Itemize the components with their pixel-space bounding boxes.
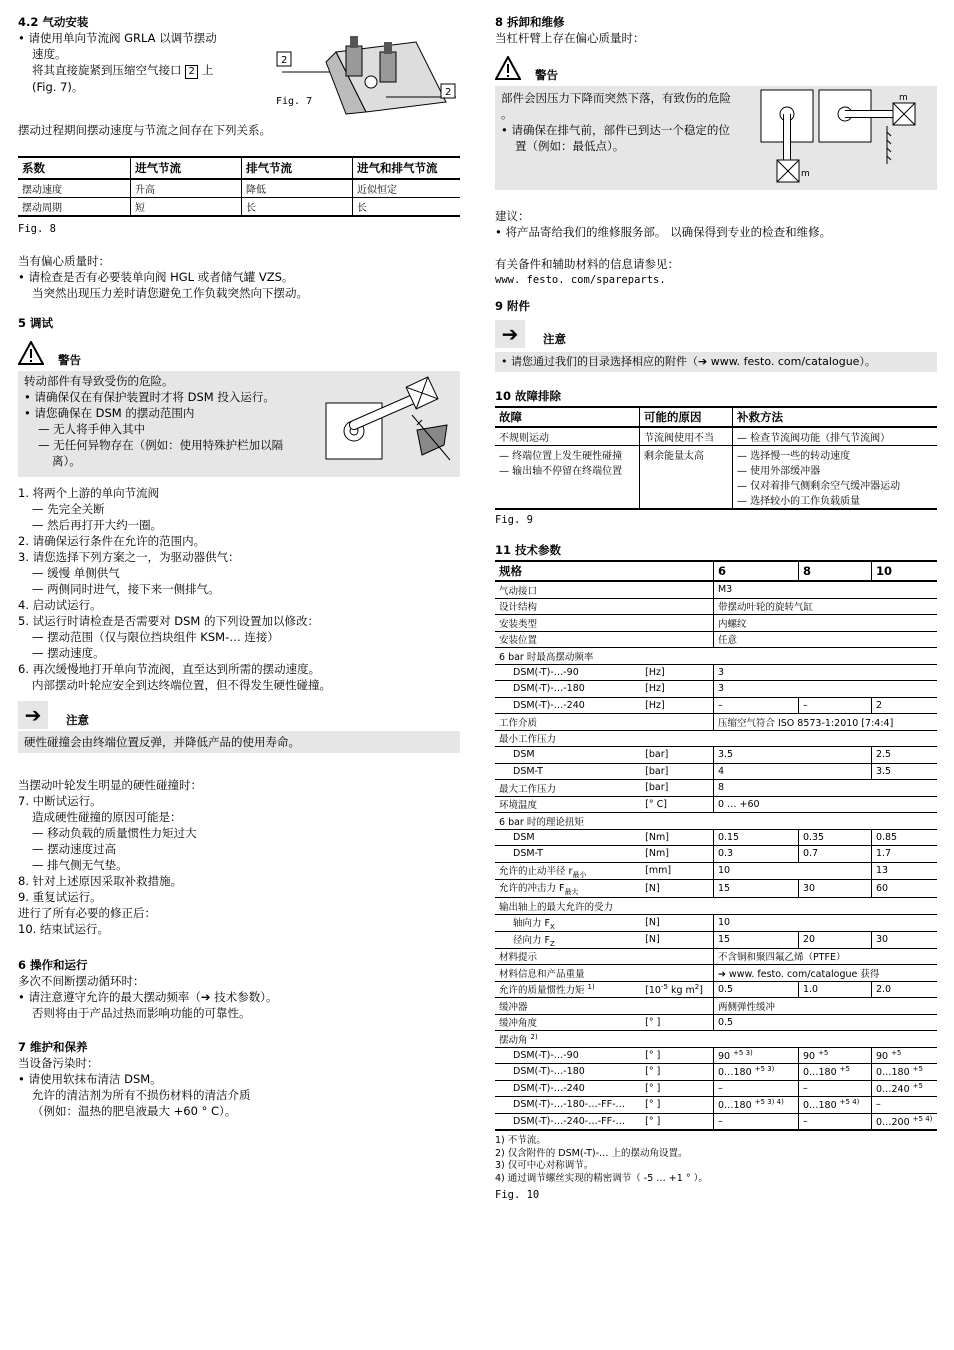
arrow-right-icon: ➔ [18,701,48,729]
footnote: 3) 仅可中心对称调节。 [495,1160,594,1172]
warning-header [18,337,460,371]
table-row: DSM [Nm] 0.15 0.35 0.85 [495,829,937,846]
s7-line: （例如：温热的肥皂液最大 +60 ° C）。 [32,1104,237,1118]
step-item: 内部摆动叶轮应安全到达终端位置，但不得发生硬性碰撞。 [32,678,331,692]
table-cell: 节流阀使用不当 [640,427,733,446]
table-row: 材料提示 不含铜和聚四氟乙烯（PTFE） [495,948,937,965]
warning-box [495,86,937,190]
warning-line: 转动部件有导致受伤的危险。 [24,374,174,388]
hard-hit-line: 8. 针对上述原因采取补救措施。 [18,874,183,888]
bullet-grla-port: 将其直接旋紧到压缩空气接口 2 上 [32,63,214,77]
table-row: DSM(-T)-…-240-…-FF-… [° ] – – 0…200 $^{+5 4)}$ [495,1113,937,1130]
section-4-2-body [18,30,460,110]
footnote: 4) 通过调节螺丝实现的精密调节（ -5 … +1 ° ）。 [495,1172,708,1184]
fig7-ref: (Fig. 7)。 [32,80,84,94]
table-row: 最大工作压力 [bar] 8 [495,780,937,797]
s6-line: 多次不间断摆动循环时： [18,974,145,988]
s6-line: • 请注意遵守允许的最大摆动频率（➔ 技术参数）。 [18,990,278,1004]
port-number-box: 2 [185,65,198,79]
section-4-2-title: 4.2 气动安装 [18,15,89,29]
table-header: 6 [713,561,798,581]
step-item: — 两侧同时进气，接下来一侧排气。 [32,582,220,596]
warning-triangle-icon [18,341,48,368]
figure-7-valve-illustration [276,22,460,118]
table-header: 8 [798,561,871,581]
table-row: DSM(-T)-…-90 [Hz] 3 [495,664,937,681]
hard-hit-line: 10. 结束试运行。 [18,922,109,936]
table-row [495,427,937,446]
svg-text:2: 2 [445,87,452,98]
hard-hit-line: 造成硬性碰撞的原因可能是： [32,810,182,824]
table-header-row [18,157,460,179]
advice-line: • 将产品寄给我们的维修服务部。 以确保得到专业的检查和维修。 [495,225,832,239]
section-9-title: 9 附件 [495,299,531,313]
table-row: 允许的冲击力 $F_{最大}$ [N] 15 30 60 [495,880,937,898]
step-item: — 摆动速度。 [32,646,105,660]
spare-parts-text: 有关备件和辅助材料的信息请参见： [495,257,679,271]
s7-line: 允许的清洁剂为所有不损伤材料的清洁介质 [32,1088,251,1102]
table-row: 允许的止动半径 $r_{最小}$ [mm] 10 13 [495,862,937,880]
note-box [18,731,460,753]
warning-line: 离）。 [52,454,81,468]
throttle-intro: 摆动过程期间摆动速度与节流之间存在下列关系。 [18,123,271,137]
table-header: 规格 [495,561,713,581]
table-cell: 降低 [242,179,353,198]
s8-intro: 当杠杆臂上存在偏心质量时： [495,31,645,45]
table-header: 10 [871,561,937,581]
warning-line: — 无人将手伸入其中 [38,422,146,436]
table-header: 故障 [495,407,640,427]
warning-label: 警告 [58,353,81,367]
table-header-row [495,407,937,427]
warning-line: 置（例如：最低点）。 [515,139,625,153]
footnote: 2) 仅含附件的 DSM(-T)-… 上的摆动角设置。 [495,1147,688,1159]
table-cell: — 选择慢一些的转动速度 — 使用外部缓冲器 — 仅对着排气侧剩余空气缓冲器运动 — 选择较小的工作负载质量 [733,446,938,510]
mass-label-1: m [801,169,810,179]
table-cell: 摆动周期 [18,198,131,217]
note-text: 硬性碰撞会由终端位置反弹，并降低产品的使用寿命。 [24,735,300,749]
table-cell: 短 [131,198,242,217]
mass-label-2: m [899,93,908,103]
table-row [18,179,460,198]
table-row: DSM-T [bar] 4 3.5 [495,763,937,780]
table-row: 6 bar 时最高摆动频率 [495,648,937,665]
s7-line: • 请使用软抹布清洁 DSM。 [18,1072,162,1086]
right-column [495,14,937,1203]
section-5-title: 5 调试 [18,316,54,330]
warning-line: — 无任何异物存在（例如：使用特殊护栏加以隔 [38,438,284,452]
warning-line: 部件会因压力下降而突然下落，有致伤的危险 [501,91,731,105]
table-header: 可能的原因 [640,407,733,427]
table-row: DSM(-T)-…-240 [° ] – – 0…240 $^{+5}$ [495,1080,937,1097]
section-6-title: 6 操作和运行 [18,958,88,972]
table-cell: 剩余能量太高 [640,446,733,510]
step-item: 4. 启动试运行。 [18,598,102,612]
eccentric-bullet: • 请检查是否有必要装单向阀 HGL 或者储气罐 VZS。 [18,270,294,284]
throttle-table [18,156,460,217]
table-header: 补救方法 [733,407,938,427]
table-header: 进气和排气节流 [353,157,461,179]
hard-hit-line: — 移动负载的质量惯性力矩过大 [32,826,197,840]
warning-label: 警告 [535,68,558,82]
table-row: 设计结构 带摆动叶轮的旋转气缸 [495,598,937,615]
table-cell: 长 [242,198,353,217]
table-row: 缓冲角度 [° ] 0.5 [495,1014,937,1031]
hard-hit-line: 进行了所有必要的修正后： [18,906,156,920]
eccentric-title: 当有偏心质量时： [18,254,110,268]
eccentric-bullet-cont: 当突然出现压力差时请您避免工作负载突然向下摆动。 [32,286,308,300]
step-item: 3. 请您选择下列方案之一，为驱动器供气： [18,550,240,564]
table-row: DSM-T [Nm] 0.3 0.7 1.7 [495,846,937,863]
warning-box [18,371,460,477]
note-header [18,701,460,729]
table-cell: 升高 [131,179,242,198]
table-row: 最小工作压力 [495,730,937,747]
fig8-caption: Fig. 8 [18,223,56,235]
table-row: 工作介质 压缩空气符合 ISO 8573-1:2010 [7:4:4] [495,714,937,731]
table-row: DSM [bar] 3.5 2.5 [495,747,937,764]
step-item: — 先完全关断 [32,502,105,516]
hard-hit-line: — 排气侧无气垫。 [32,858,128,872]
warning-line: • 请您确保在 DSM 的摆动范围内 [24,406,195,420]
spare-parts-link[interactable]: www. festo. com/spareparts. [495,274,666,286]
table-cell: 近似恒定 [353,179,461,198]
section-11-title: 11 技术参数 [495,543,562,557]
warning-line: • 请确保仅在有保护装置时才将 DSM 投入运行。 [24,390,275,404]
table-header-row [495,561,937,581]
table-cell: — 终端位置上发生硬性碰撞 — 输出轴不停留在终端位置 [495,446,640,510]
warning-line: 。 [501,107,513,121]
rotating-arm-hazard-illustration [322,375,452,465]
table-cell: 长 [353,198,461,217]
table-row: 缓冲器 两侧弹性缓冲 [495,998,937,1015]
table-row [495,446,937,510]
technical-data-table [495,560,937,1131]
step-item: 6. 再次缓慢地打开单向节流阀，直至达到所需的摆动速度。 [18,662,321,676]
fig9-caption: Fig. 9 [495,514,533,526]
table-row: 安装类型 内螺纹 [495,615,937,632]
table-row: DSM(-T)-…-180 [° ] 0…180 $^{+5 3)}$ 0…180 $^{+5}$ 0…180 $^{+5}$ [495,1064,937,1081]
table-header: 进气节流 [131,157,242,179]
section-10-title: 10 故障排除 [495,389,562,403]
arrow-right-icon: ➔ [495,320,525,348]
table-cell: 不规则运动 [495,427,640,446]
note-text: • 请您通过我们的目录选择相应的附件（➔ www. festo. com/catalogue）。 [501,355,876,368]
table-row: 安装位置 任意 [495,631,937,648]
footnote: 1) 不节流。 [495,1135,546,1147]
note-label: 注意 [66,713,89,727]
table-cell: 摆动速度 [18,179,131,198]
fig10-caption: Fig. 10 [495,1189,540,1202]
table-row: 材料信息和产品重量 ➔ www. festo. com/catalogue 获得 [495,965,937,982]
table-row: 允许的质量惯性力矩 $^{1)}$ [$10^{-5}$ kg $m^2$] 0.5 1.0 2.0 [495,981,937,998]
table-row: DSM(-T)-…-180-…-FF-… [° ] 0…180 $^{+5 3) 4)}$ 0…180 $^{+5 4)}$ – [495,1097,937,1114]
table-row: 6 bar 时的理论扭矩 [495,813,937,830]
svg-text:Fig. 7: Fig. 7 [276,96,313,107]
step-item: — 摆动范围（仅与限位挡块组件 KSM-… 连接） [32,630,279,644]
advice-line: 建议： [495,209,530,223]
table-header: 排气节流 [242,157,353,179]
hard-hit-line: 当摆动叶轮发生明显的硬性碰撞时： [18,778,202,792]
section-8-title: 8 拆卸和维修 [495,15,565,29]
table-cell: — 检查节流阀功能（排气节流阀） [733,427,938,446]
table-header: 系数 [18,157,131,179]
bullet-grla-cont: 速度。 [32,47,67,61]
step-item: 1. 将两个上游的单向节流阀 [18,486,160,500]
s6-line: 否则将由于产品过热而影响功能的可靠性。 [32,1006,251,1020]
hard-hit-line: 9. 重复试运行。 [18,890,102,904]
table-row [18,198,460,217]
warning-header [495,52,937,86]
warning-line: • 请确保在排气前，部件已到达一个稳定的位 [501,123,730,137]
bullet-grla: • 请使用单向节流阀 GRLA 以调节摆动 [18,31,217,45]
svg-text:2: 2 [281,55,288,66]
hard-hit-line: 7. 中断试运行。 [18,794,102,808]
section-7-title: 7 维护和保养 [18,1040,88,1054]
table-row: 轴向力 $F_X$ [N] 10 [495,914,937,931]
table-row: DSM(-T)-…-240 [Hz] – – 2 [495,697,937,714]
table-row: 摆动角 $^{2)}$ [495,1031,937,1048]
warning-triangle-icon [495,56,525,83]
note-label: 注意 [543,332,566,346]
hard-hit-line: — 摆动速度过高 [32,842,117,856]
s7-line: 当设备污染时： [18,1056,99,1070]
step-item: 2. 请确保运行条件在允许的范围内。 [18,534,206,548]
table-row: 径向力 $F_Z$ [N] 15 20 30 [495,931,937,948]
troubleshooting-table [495,406,937,510]
table-row: DSM(-T)-…-180 [Hz] 3 [495,681,937,698]
table-row: 环境温度 [° C] 0 … +60 [495,796,937,813]
note-header [495,320,937,348]
step-item: — 缓慢 单侧供气 [32,566,120,580]
table-row: 气动接口 M3 [495,581,937,598]
eccentric-mass-illustration [759,88,929,184]
step-item: 5. 试运行时请检查是否需要对 DSM 的下列设置加以修改： [18,614,320,628]
table-row: 输出轴上的最大允许的受力 [495,898,937,915]
table-row: DSM(-T)-…-90 [° ] 90 $^{+5 3)}$ 90 $^{+5}$ 90 $^{+5}$ [495,1047,937,1064]
left-column [18,14,460,1119]
step-item: — 然后再打开大约一圈。 [32,518,163,532]
footnotes [495,1135,937,1185]
note-box [495,352,937,372]
